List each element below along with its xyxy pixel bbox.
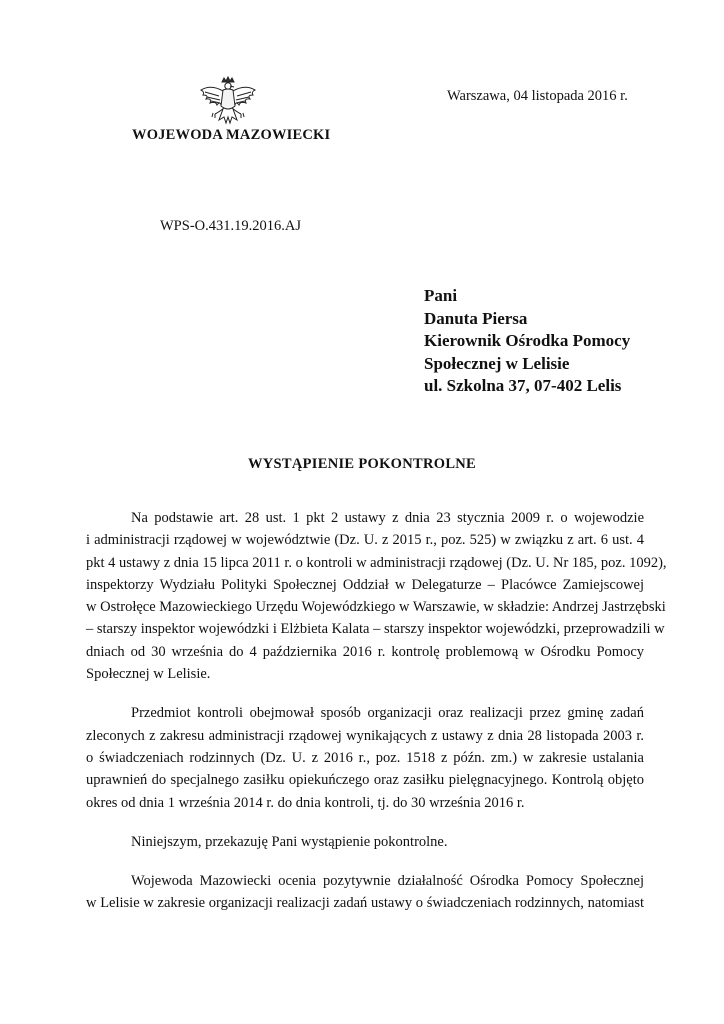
recipient-institution: Społecznej w Lelisie [424, 353, 570, 373]
reference-number: WPS-O.431.19.2016.AJ [160, 218, 301, 234]
recipient-name: Danuta Piersa [424, 308, 528, 328]
paragraph-line: Wojewoda Mazowiecki ocenia pozytywnie działalność Ośrodka Pomocy Społecznej [131, 873, 644, 890]
paragraph-line: w Lelisie w zakresie organizacji realizacji zadań ustawy o świadczeniach rodzinnych, natomiast [86, 895, 644, 912]
paragraph-line: uprawnień do specjalnego zasiłku opiekuńczego oraz zasiłku pielęgnacyjnego. Kontrolą objęto [86, 772, 644, 789]
paragraph-line: zleconych z zakresu administracji rządowej wynikających z ustawy z dnia 28 listopada 2003 r. [86, 727, 644, 744]
polish-eagle-emblem-icon [197, 76, 259, 132]
recipient-position: Kierownik Ośrodka Pomocy [424, 331, 631, 350]
paragraph-line: Społecznej w Lelisie. [86, 666, 211, 683]
paragraph-line: o świadczeniach rodzinnych (Dz. U. z 2016 r., poz. 1518 z późn. zm.) w zakresie ustalania [86, 749, 644, 766]
paragraph-line: Na podstawie art. 28 ust. 1 pkt 2 ustawy z dnia 23 stycznia 2009 r. o wojewodzie [131, 510, 644, 526]
paragraph-scope [86, 702, 644, 813]
paragraph-legal-basis [86, 507, 667, 685]
paragraph-line: pkt 4 ustawy z dnia 15 lipca 2011 r. o kontroli w administracji rządowej (Dz. U. Nr 185, poz. 1092), [86, 554, 667, 571]
issuing-authority: WOJEWODA MAZOWIECKI [132, 127, 331, 143]
document-date: Warszawa, 04 listopada 2016 r. [447, 88, 628, 104]
recipient-salutation: Pani [424, 286, 458, 305]
paragraph-line: dniach od 30 września do 4 października 2016 r. kontrolę problemową w Ośrodku Pomocy [86, 643, 644, 660]
paragraph-line: w Ostrołęce Mazowieckiego Urzędu Wojewódzkiego w Warszawie, w składzie: Andrzej Jastrzębski [86, 599, 666, 616]
recipient-street-address: ul. Szkolna 37, 07-402 Lelis [424, 376, 622, 395]
paragraph-line: i administracji rządowej w województwie (Dz. U. z 2015 r., poz. 525) w związku z art. 6 ust. 4 [86, 532, 644, 549]
paragraph-line: Przedmiot kontroli obejmował sposób organizacji oraz realizacji przez gminę zadań [131, 705, 644, 722]
letter-body [86, 507, 667, 915]
paragraph-line: – starszy inspektor wojewódzki i Elżbieta Kalata – starszy inspektor wojewódzki, przeprowadzili w [86, 621, 665, 638]
paragraph-line: okres od dnia 1 września 2014 r. do dnia kontroli, tj. do 30 września 2016 r. [86, 794, 525, 811]
recipient-address-block [424, 285, 630, 398]
paragraph-transmittal [86, 831, 644, 853]
paragraph-assessment [86, 870, 644, 915]
paragraph-line: Niniejszym, przekazuję Pani wystąpienie pokontrolne. [131, 833, 448, 850]
paragraph-line: inspektorzy Wydziału Polityki Społecznej Oddział w Delegaturze – Placówce Zamiejscowej [86, 576, 644, 593]
document-title: WYSTĄPIENIE POKONTROLNE [247, 456, 477, 472]
